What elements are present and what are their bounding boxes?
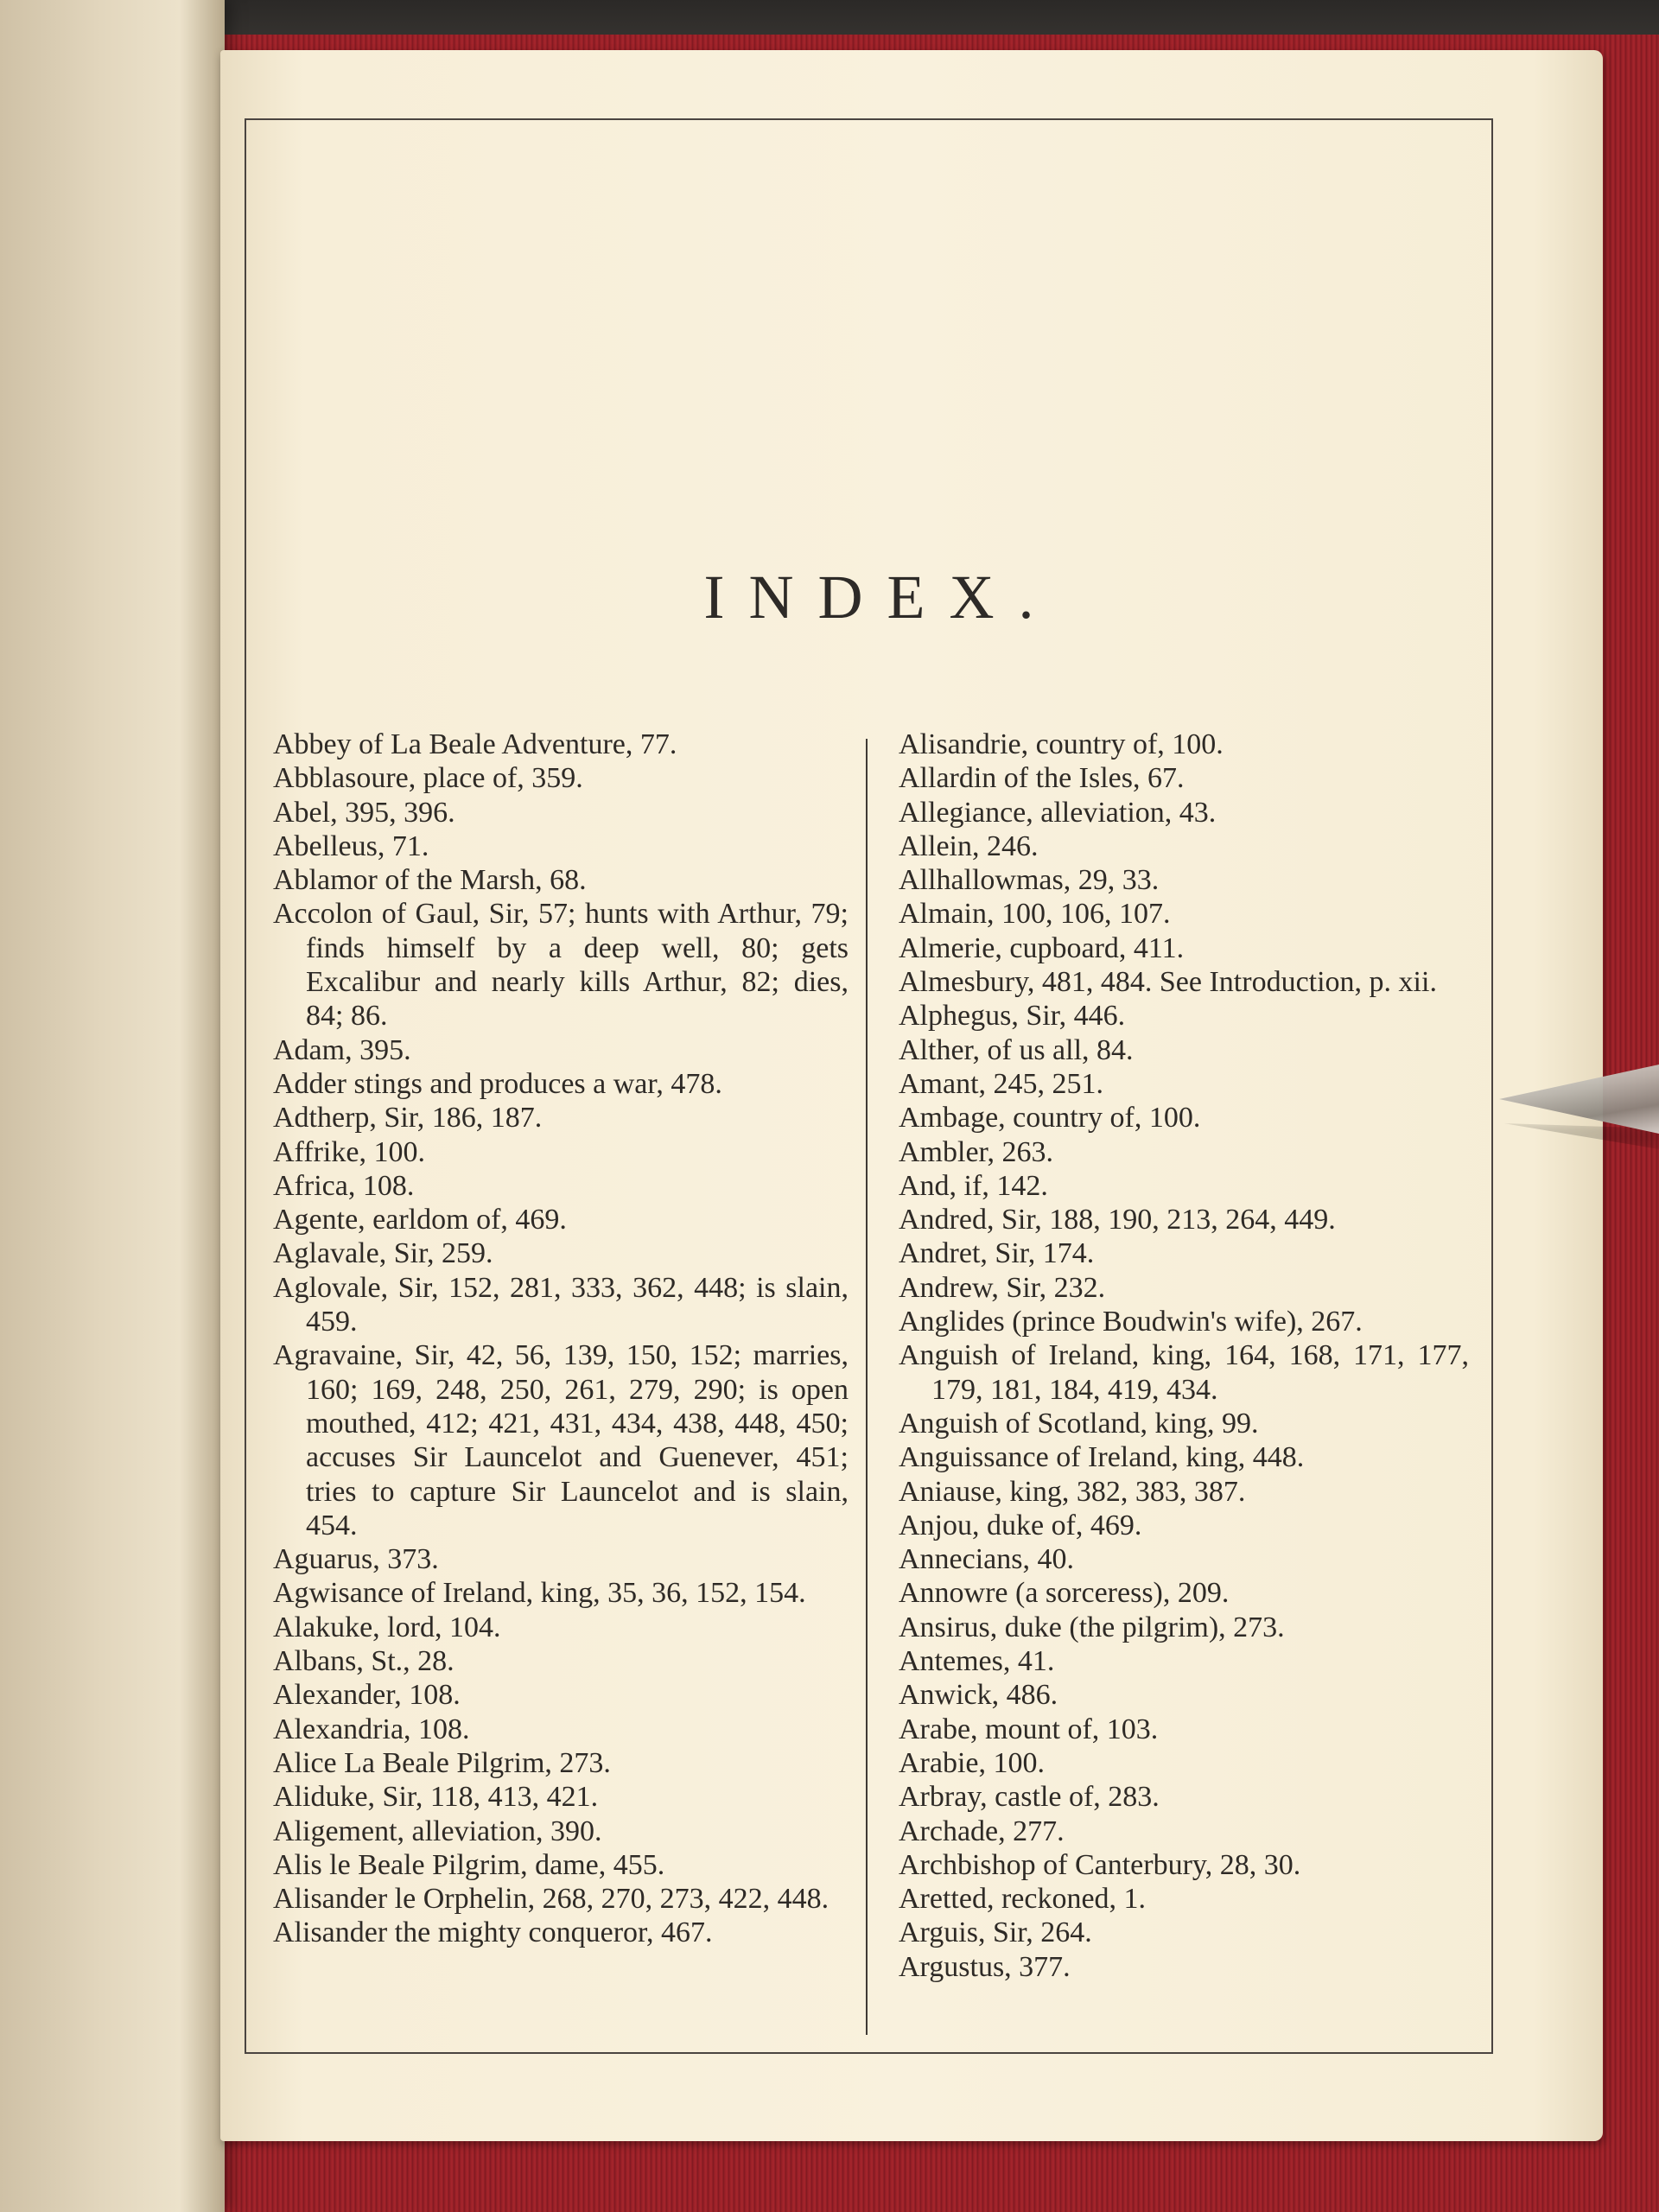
index-entry: Arbray, castle of, 283. — [899, 1781, 1160, 1814]
index-entry: Aniause, king, 382, 383, 387. — [899, 1475, 1246, 1508]
index-entry: Alexandria, 108. — [273, 1713, 470, 1745]
index-entry: Annowre (a sorceress), 209. — [899, 1577, 1230, 1610]
index-entry: Abbey of La Beale Adventure, 77. — [273, 728, 677, 760]
index-entry: Aglovale, Sir, 152, 281, 333, 362, 448; is slain, 459. — [273, 1271, 849, 1338]
index-entry: Abelleus, 71. — [273, 830, 429, 862]
index-entry: Allegiance, alleviation, 43. — [899, 796, 1217, 829]
index-entry: Anglides (prince Boudwin's wife), 267. — [899, 1306, 1363, 1338]
index-entry: Alisander le Orphelin, 268, 270, 273, 422, 448. — [273, 1883, 830, 1916]
index-entry: Alexander, 108. — [273, 1679, 461, 1712]
index-entry: Anguish of Scotland, king, 99. — [899, 1407, 1259, 1440]
index-entry: Aretted, reckoned, 1. — [899, 1883, 1147, 1916]
index-entry: Amant, 245, 251. — [899, 1067, 1104, 1100]
index-entry: Alis le Beale Pilgrim, dame, 455. — [273, 1848, 665, 1881]
index-entry: Alisandrie, country of, 100. — [899, 728, 1224, 760]
index-entry: Arabe, mount of, 103. — [899, 1713, 1159, 1745]
page-title: INDEX. — [703, 563, 1058, 632]
index-entry: Ambage, country of, 100. — [899, 1102, 1201, 1135]
index-entry: Argustus, 377. — [899, 1950, 1071, 1983]
index-entry: Almain, 100, 106, 107. — [899, 898, 1171, 931]
index-entry: Arguis, Sir, 264. — [899, 1916, 1092, 1949]
index-entry: Aligement, alleviation, 390. — [273, 1815, 602, 1847]
index-entry: Accolon of Gaul, Sir, 57; hunts with Arthur, 79; finds himself by a deep well, 80; gets Excalibur and nearly kills Arthur, 82; dies, 84; 86. — [273, 898, 849, 1033]
index-entry: Ablamor of the Marsh, 68. — [273, 864, 587, 897]
index-entry: Africa, 108. — [273, 1169, 415, 1202]
index-entry: Adam, 395. — [273, 1033, 411, 1066]
index-entry: Allein, 246. — [899, 830, 1039, 862]
index-entry: Alphegus, Sir, 446. — [899, 1000, 1126, 1033]
index-entry: Andrew, Sir, 232. — [899, 1271, 1106, 1304]
index-entry: Ambler, 263. — [899, 1135, 1053, 1168]
index-entry: Andret, Sir, 174. — [899, 1237, 1095, 1270]
index-entry: Adtherp, Sir, 186, 187. — [273, 1102, 543, 1135]
index-entry: Aliduke, Sir, 118, 413, 421. — [273, 1781, 599, 1814]
index-entry: Abel, 395, 396. — [273, 796, 455, 829]
index-entry: Anwick, 486. — [899, 1679, 1058, 1712]
index-entry: Anguish of Ireland, king, 164, 168, 171, 177, 179, 181, 184, 419, 434. — [899, 1339, 1469, 1406]
index-entry: Alice La Beale Pilgrim, 273. — [273, 1746, 611, 1779]
index-entry: Albans, St., 28. — [273, 1645, 454, 1678]
index-entry: Allhallowmas, 29, 33. — [899, 864, 1160, 897]
index-entry: Agravaine, Sir, 42, 56, 139, 150, 152; marries, 160; 169, 248, 250, 261, 279, 290; is open mouthed, 412; 421, 431, 434, 438, 448, 450; accuses Sir Launcelot and Guenever, 451; tries to capture Sir Launcelot and is slain, 454. — [273, 1339, 849, 1541]
index-entry: Adder stings and produces a war, 478. — [273, 1067, 722, 1100]
index-entry: And, if, 142. — [899, 1169, 1048, 1202]
index-column-right — [899, 728, 1469, 1984]
index-entry: Almerie, cupboard, 411. — [899, 931, 1185, 964]
index-entry: Agwisance of Ireland, king, 35, 36, 152, 154. — [273, 1577, 806, 1610]
index-entry: Affrike, 100. — [273, 1135, 425, 1168]
index-entry: Anjou, duke of, 469. — [899, 1509, 1142, 1541]
index-entry: Almesbury, 481, 484. See Introduction, p. xii. — [899, 966, 1437, 999]
index-entry: Alther, of us all, 84. — [899, 1033, 1134, 1066]
index-column-left — [273, 728, 849, 1950]
index-entry: Andred, Sir, 188, 190, 213, 264, 449. — [899, 1204, 1336, 1236]
column-divider — [866, 739, 868, 2035]
index-entry: Ansirus, duke (the pilgrim), 273. — [899, 1611, 1285, 1643]
index-entry: Annecians, 40. — [899, 1543, 1075, 1576]
index-entry: Alakuke, lord, 104. — [273, 1611, 501, 1643]
index-entry: Archbishop of Canterbury, 28, 30. — [899, 1848, 1301, 1881]
index-entry: Anguissance of Ireland, king, 448. — [899, 1441, 1305, 1474]
index-entry: Archade, 277. — [899, 1815, 1065, 1847]
index-entry: Agente, earldom of, 469. — [273, 1204, 567, 1236]
index-entry: Alisander the mighty conqueror, 467. — [273, 1916, 713, 1949]
index-entry: Antemes, 41. — [899, 1645, 1055, 1678]
index-entry: Arabie, 100. — [899, 1746, 1046, 1779]
index-entry: Allardin of the Isles, 67. — [899, 762, 1185, 795]
facing-page — [0, 0, 225, 2212]
index-entry: Aglavale, Sir, 259. — [273, 1237, 493, 1270]
index-entry: Aguarus, 373. — [273, 1543, 439, 1576]
index-entry: Abblasoure, place of, 359. — [273, 762, 583, 795]
